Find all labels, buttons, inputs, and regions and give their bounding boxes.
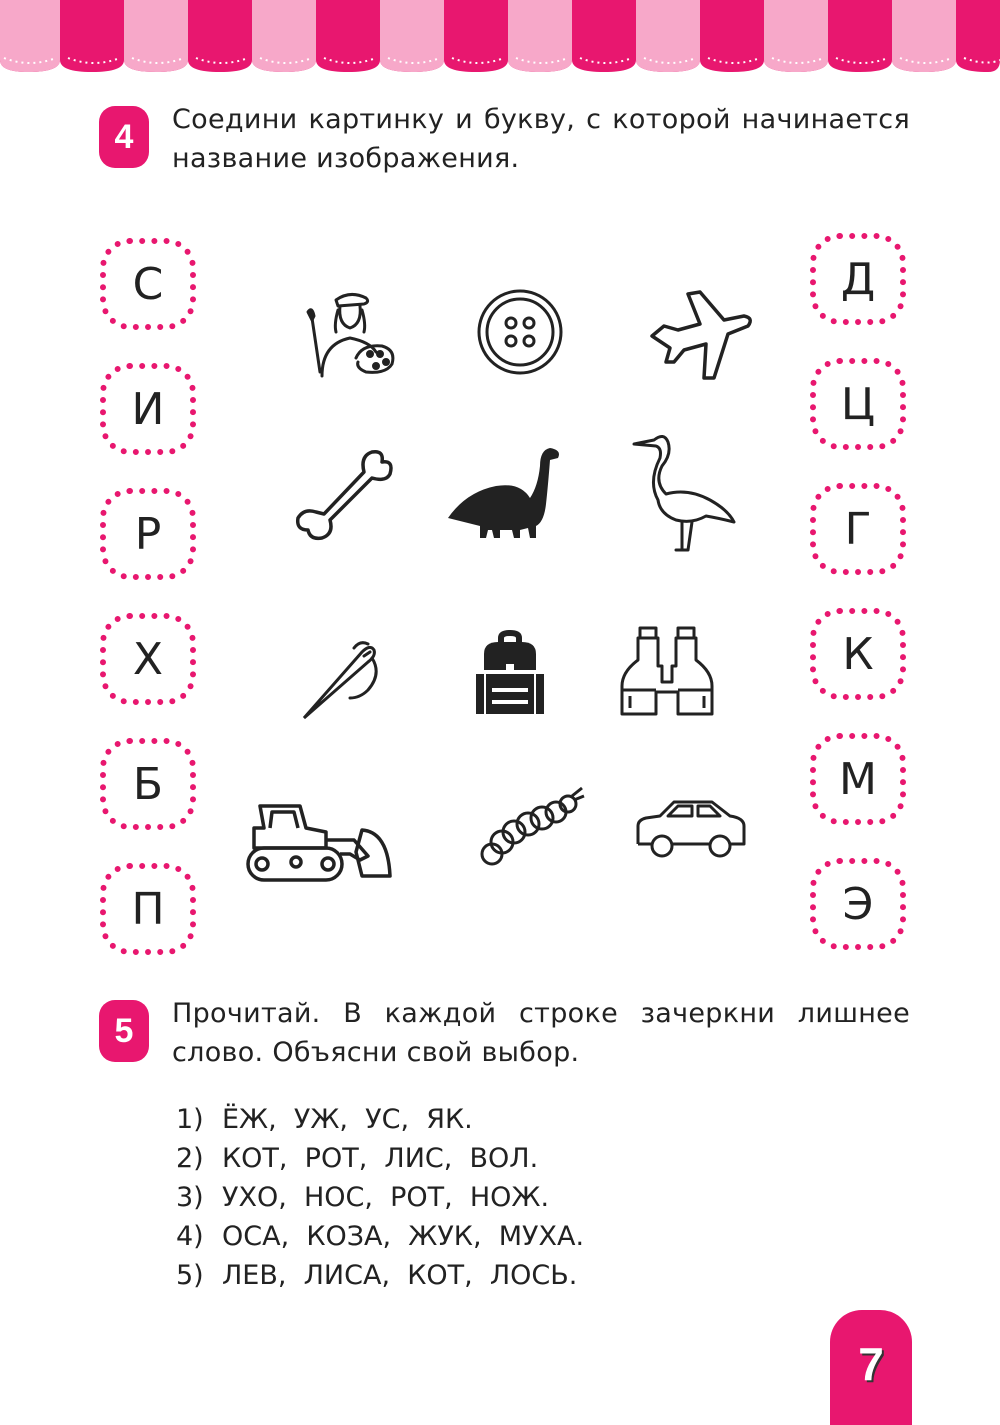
instruction-line: слово. Объясни свой выбор. <box>172 1037 580 1068</box>
dinosaur-icon[interactable] <box>446 446 562 540</box>
bulldozer-icon[interactable] <box>244 800 394 884</box>
item-number: 2) <box>176 1143 204 1174</box>
task-number: 4 <box>114 117 134 156</box>
letter-box[interactable]: С <box>100 238 196 330</box>
task-number-badge <box>99 106 149 168</box>
list-item <box>176 1100 584 1139</box>
letter-box[interactable]: Б <box>100 738 196 830</box>
item-words[interactable]: ЛЕВ, ЛИСА, КОТ, ЛОСЬ. <box>222 1260 578 1291</box>
car-icon[interactable] <box>634 798 748 860</box>
item-words[interactable]: ЁЖ, УЖ, УС, ЯК. <box>222 1104 473 1135</box>
task-number-badge <box>99 1000 149 1062</box>
item-number: 5) <box>176 1260 204 1291</box>
bone-icon[interactable] <box>294 444 394 542</box>
letter-box[interactable]: Э <box>810 858 906 950</box>
task-number: 5 <box>114 1011 134 1050</box>
list-item <box>176 1178 584 1217</box>
instruction-line: Прочитай. В каждой строке зачеркни лишнее <box>172 998 910 1029</box>
item-number: 4) <box>176 1221 204 1252</box>
artist-icon[interactable] <box>300 288 396 380</box>
page-number: 7 <box>858 1337 884 1390</box>
page-number-tab <box>830 1310 912 1425</box>
item-words[interactable]: УХО, НОС, РОТ, НОЖ. <box>222 1182 550 1213</box>
list-item <box>176 1256 584 1295</box>
letter-box[interactable]: К <box>810 608 906 700</box>
item-words[interactable]: ОСА, КОЗА, ЖУК, МУХА. <box>222 1221 585 1252</box>
list-item <box>176 1217 584 1256</box>
letter-box[interactable]: П <box>100 863 196 955</box>
letter-box[interactable]: Ц <box>810 358 906 450</box>
letter-box[interactable]: Д <box>810 233 906 325</box>
letter-box[interactable]: И <box>100 363 196 455</box>
binoculars-icon[interactable] <box>620 626 716 718</box>
word-list <box>176 1100 584 1295</box>
task-instruction <box>172 100 910 178</box>
item-number: 3) <box>176 1182 204 1213</box>
heron-icon[interactable] <box>632 430 738 554</box>
letter-box[interactable]: Х <box>100 613 196 705</box>
letter-box[interactable]: Г <box>810 483 906 575</box>
backpack-icon[interactable] <box>474 630 546 716</box>
instruction-line: Соедини картинку и букву, с которой начинается <box>172 104 910 135</box>
item-words[interactable]: КОТ, РОТ, ЛИС, ВОЛ. <box>222 1143 539 1174</box>
airplane-icon[interactable] <box>644 288 754 382</box>
letter-box[interactable]: М <box>810 733 906 825</box>
button-icon[interactable] <box>474 286 566 378</box>
caterpillar-icon[interactable] <box>478 786 586 870</box>
list-item <box>176 1139 584 1178</box>
instruction-line: название изображения. <box>172 143 520 174</box>
item-number: 1) <box>176 1104 204 1135</box>
needle-icon[interactable] <box>298 638 388 722</box>
task-instruction <box>172 994 910 1072</box>
awning-decoration <box>0 0 1000 80</box>
letter-box[interactable]: Р <box>100 488 196 580</box>
